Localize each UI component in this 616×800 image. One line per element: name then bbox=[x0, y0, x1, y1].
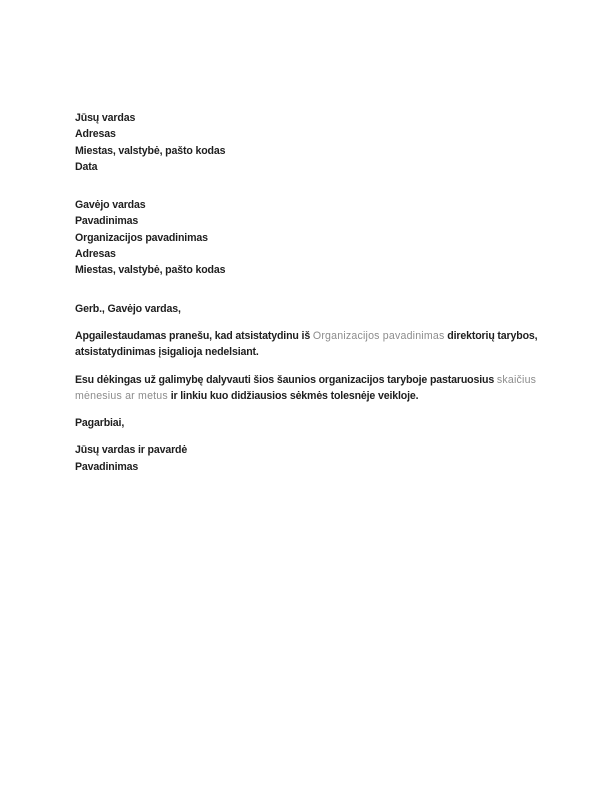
sender-block bbox=[75, 110, 555, 175]
paragraph2-line1 bbox=[75, 372, 555, 388]
period-placeholder[interactable]: mėnesius ar metus bbox=[75, 389, 168, 402]
signature-block bbox=[75, 442, 555, 475]
paragraph1-text-before[interactable]: Apgailestaudamas pranešu, kad atsistatydinu iš bbox=[75, 329, 313, 342]
sender-city-line[interactable]: Miestas, valstybė, pašto kodas bbox=[75, 144, 226, 157]
salutation bbox=[75, 301, 555, 317]
paragraph2-text-before[interactable]: Esu dėkingas už galimybę dalyvauti šios šaunios organizacijos taryboje pastaruosius bbox=[75, 373, 497, 386]
closing bbox=[75, 415, 555, 431]
paragraph1-line1 bbox=[75, 328, 555, 344]
recipient-block bbox=[75, 197, 555, 278]
letter-date[interactable]: Data bbox=[75, 160, 98, 173]
recipient-title[interactable]: Pavadinimas bbox=[75, 215, 139, 228]
number-placeholder[interactable]: skaičius bbox=[496, 373, 537, 386]
spacer bbox=[75, 317, 555, 328]
spacer bbox=[75, 361, 555, 372]
paragraph1-text-after[interactable]: direktorių tarybos, bbox=[444, 329, 538, 342]
paragraph-gratitude bbox=[75, 372, 555, 405]
sender-name[interactable]: Jūsų vardas bbox=[75, 112, 136, 124]
organization-placeholder[interactable]: Organizacijos pavadinimas bbox=[312, 329, 445, 342]
paragraph-resignation bbox=[75, 328, 555, 361]
signature-title[interactable]: Pavadinimas bbox=[75, 460, 139, 473]
closing-text[interactable]: Pagarbiai, bbox=[75, 417, 125, 430]
recipient-address[interactable]: Adresas bbox=[75, 248, 116, 261]
recipient-organization[interactable]: Organizacijos pavadinimas bbox=[75, 231, 208, 244]
spacer bbox=[75, 175, 555, 197]
recipient-city-line[interactable]: Miestas, valstybė, pašto kodas bbox=[75, 264, 226, 277]
salutation-text[interactable]: Gerb., Gavėjo vardas, bbox=[75, 302, 181, 315]
paragraph1-line2[interactable]: atsistatydinimas įsigalioja nedelsiant. bbox=[75, 346, 259, 359]
letter-body bbox=[75, 110, 555, 475]
paragraph2-line2 bbox=[75, 388, 555, 404]
recipient-name[interactable]: Gavėjo vardas bbox=[75, 199, 146, 212]
spacer bbox=[75, 431, 555, 442]
spacer bbox=[75, 404, 555, 415]
spacer bbox=[75, 279, 555, 301]
signature-full-name[interactable]: Jūsų vardas ir pavardė bbox=[75, 444, 188, 457]
sender-address[interactable]: Adresas bbox=[75, 128, 116, 141]
paragraph2-text-after[interactable]: ir linkiu kuo didžiausios sėkmės tolesnėje veikloje. bbox=[167, 389, 419, 402]
